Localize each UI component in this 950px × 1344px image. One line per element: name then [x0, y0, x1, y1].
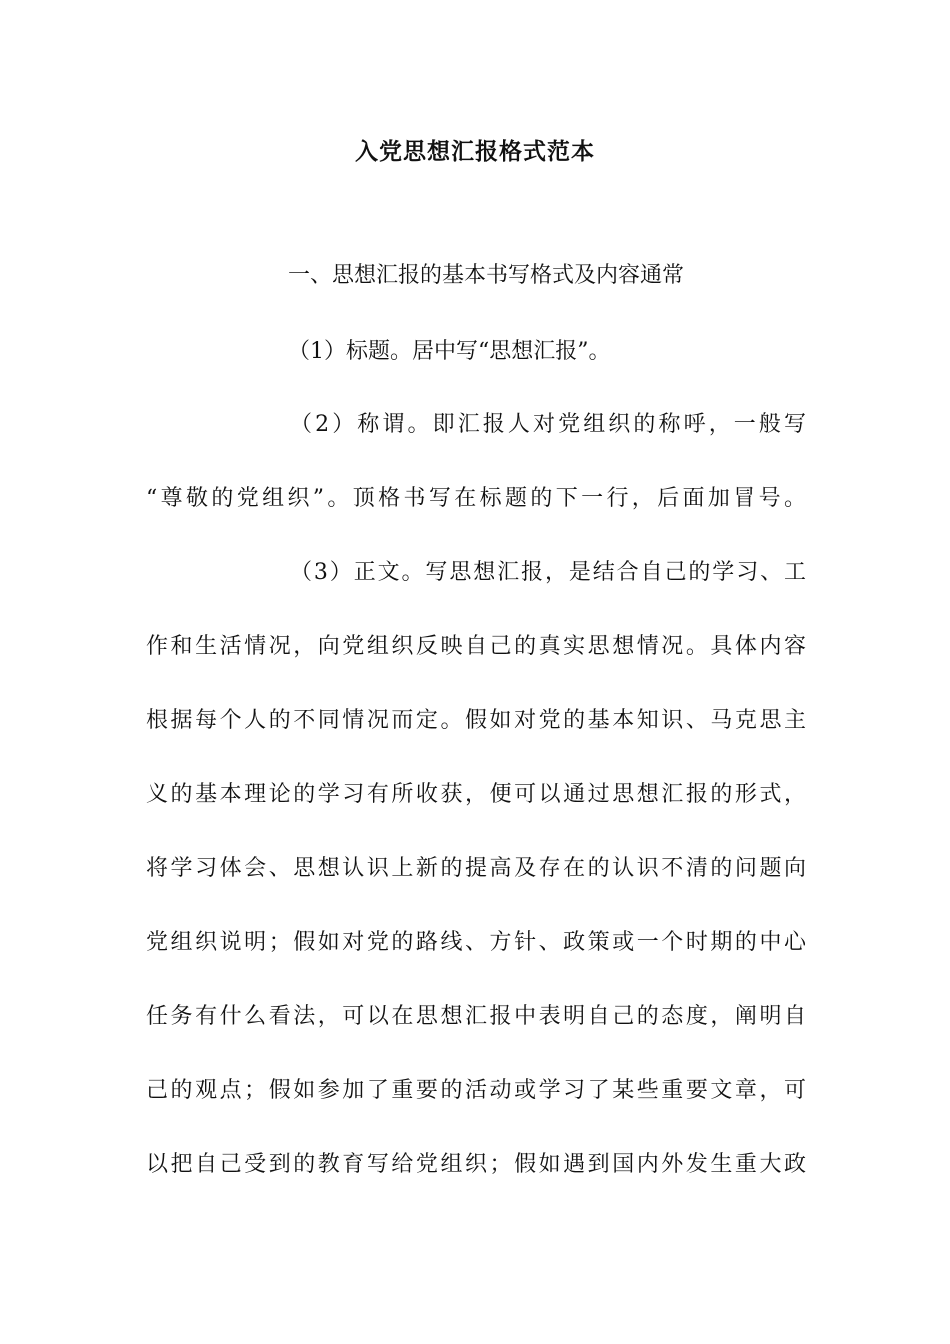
item-2-line-2: “尊敬的党组织”。顶格书写在标题的下一行，后面加冒号。: [146, 486, 806, 511]
item-1-title: （1）标题。居中写“思想汇报”。: [288, 339, 611, 364]
item-2-line-1: （2）称谓。即汇报人对党组织的称呼，一般写: [290, 412, 806, 437]
item-3-line-4: 义的基本理论的学习有所收获，便可以通过思想汇报的形式，: [146, 782, 806, 807]
item-3-line-6: 党组织说明；假如对党的路线、方针、政策或一个时期的中心: [146, 930, 806, 955]
section-heading: 一、思想汇报的基本书写格式及内容通常: [288, 263, 685, 288]
item-3-line-1: （3）正文。写思想汇报，是结合自己的学习、工: [290, 560, 806, 585]
item-3-line-5: 将学习体会、思想认识上新的提高及存在的认识不清的问题向: [146, 856, 806, 881]
item-3-line-7: 任务有什么看法，可以在思想汇报中表明自己的态度，阐明自: [146, 1004, 806, 1029]
item-3-line-3: 根据每个人的不同情况而定。假如对党的基本知识、马克思主: [146, 708, 806, 733]
document-title: 入党思想汇报格式范本: [355, 138, 595, 165]
item-3-line-9: 以把自己受到的教育写给党组织；假如遇到国内外发生重大政: [146, 1152, 806, 1177]
item-3-line-8: 己的观点；假如参加了重要的活动或学习了某些重要文章，可: [146, 1078, 806, 1103]
item-3-line-2: 作和生活情况，向党组织反映自己的真实思想情况。具体内容: [146, 634, 806, 659]
